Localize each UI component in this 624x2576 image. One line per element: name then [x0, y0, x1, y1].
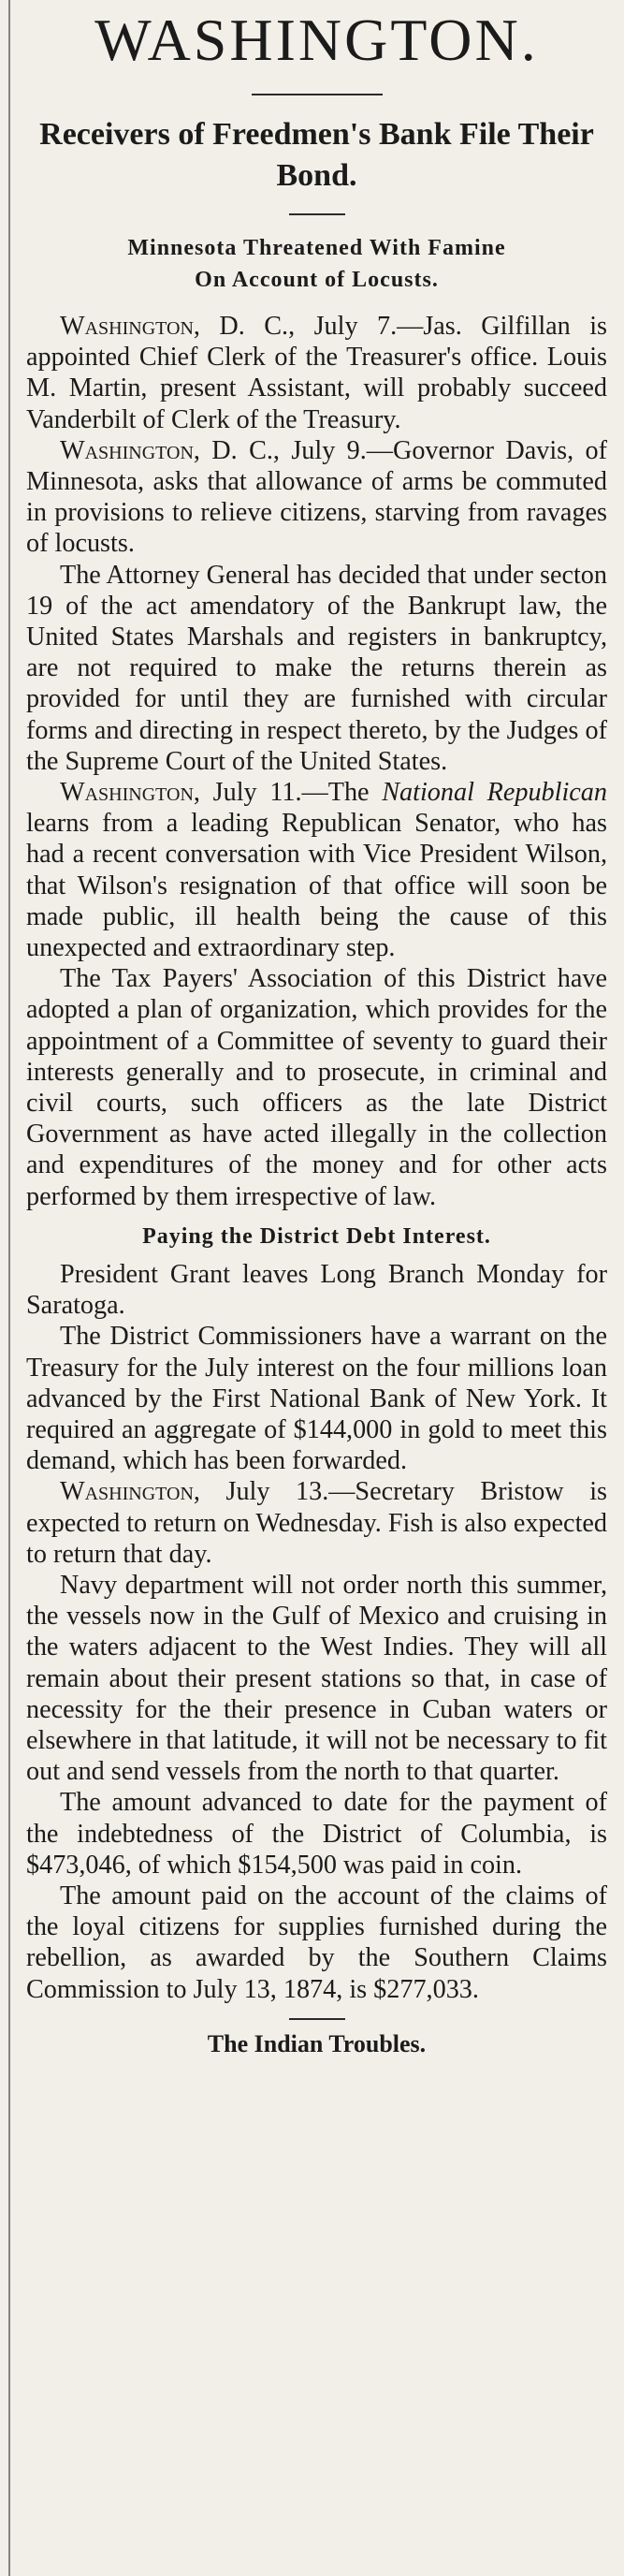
paragraph-7: The District Commissioners have a warrant on the Treasury for the July interest on the four millions loan advanced by the First National Bank of New York. It required an aggregate of $144,000 in gold to meet this demand, which has been forwarded. — [26, 1322, 607, 1476]
dateline: Washington — [60, 435, 194, 465]
dateline: Washington — [60, 1477, 194, 1507]
next-article-heading: The Indian Troubles. — [207, 2029, 427, 2057]
paragraph-text: learns from a leading Republican Senator, who has had a recent conversation with Vice President Wilson, that Wilson's resignation of that office will soon be made public, ill health being the cause of this unexpected and extraordinary step. — [26, 809, 607, 963]
paragraph-text: , July 13.—Secretary Bristow is expected to return on Wednesday. Fish is also expected to return that day. — [26, 1477, 607, 1569]
paragraph-text: , D. C., July 9.—Governor Davis, of Minnesota, asks that allowance of arms be commuted in provisions to relieve citizens, starving from ravages of locusts. — [26, 435, 607, 559]
paragraph-4 — [26, 777, 607, 963]
paragraph-text: , D. C., July 7.—Jas. Gilfillan is appointed Chief Clerk of the Treasurer's office. Louis M. Martin, present Assistant, will probably succeed Vanderbilt of Clerk of the Treasury. — [26, 312, 607, 434]
section-heading: Paying the District Debt Interest. — [142, 1223, 491, 1249]
paragraph-3: The Attorney General has decided that under secton 19 of the act amendatory of the Bankrupt law, the United States Marshals and registers in bankruptcy, are not required to make the returns therein as provided for until they are furnished with circular forms and directing in respect thereto, by the Judges of the Supreme Court of the United States. — [26, 560, 607, 776]
paragraph-5: The Tax Payers' Association of this District have adopted a plan of organization, which provides for the appointment of a Committee of seventy to guard their interests generally and to prosecute, in criminal and civil courts, such officers as the late District Government as have acted illegally in the collection and expenditures of the money and for other acts performed by them irrespective of law. — [26, 964, 607, 1211]
subheadline-line-2: On Account of Locusts. — [195, 268, 439, 292]
subheadline — [26, 232, 607, 296]
footer-rule — [289, 2018, 345, 2020]
subheadline-line-1: Minnesota Threatened With Famine — [127, 236, 506, 260]
masthead: WASHINGTON. — [94, 7, 539, 73]
masthead-rule — [252, 94, 383, 95]
paragraph-11: The amount paid on the account of the claims of the loyal citizens for supplies furnished during the rebellion, as awarded by the Southern Claims Commission to July 13, 1874, is $277,033. — [26, 1881, 607, 2004]
paragraph-6: President Grant leaves Long Branch Monday for Saratoga. — [26, 1259, 607, 1321]
paragraph-10: The amount advanced to date for the payment of the indebtedness of the District of Columbia, is $473,046, of which $154,500 was paid in coin. — [26, 1788, 607, 1880]
newspaper-name: National Republican — [382, 778, 607, 808]
headline: Receivers of Freedmen's Bank File Their Bond. — [39, 117, 594, 193]
dateline: Washington — [60, 312, 194, 341]
dateline: Washington — [60, 778, 194, 808]
paragraph-text: , July 11.—The — [193, 778, 383, 808]
paragraph-1 — [26, 311, 607, 435]
headline-rule — [289, 213, 345, 215]
paragraph-9: Navy department will not order north this summer, the vessels now in the Gulf of Mexico and cruising in the waters adjacent to the West Indies. They will all remain about their present stations so that, in case of necessity for the their presence in Cuban waters or elsewhere in that latitude, it will not be necessary to fit out and send vessels from the north to that quarter. — [26, 1570, 607, 1787]
paragraph-8 — [26, 1476, 607, 1570]
paragraph-2 — [26, 435, 607, 560]
